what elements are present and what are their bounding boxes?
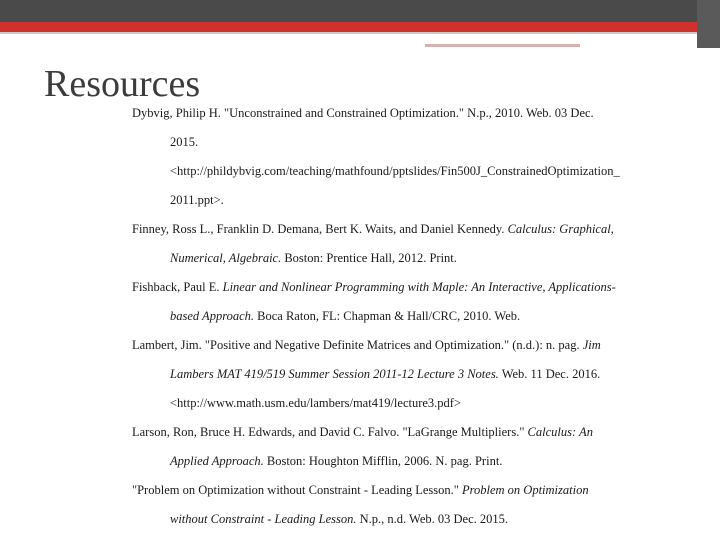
reference-italic-text: Numerical, Algebraic. [170,251,282,265]
reference-text: Finney, Ross L., Franklin D. Demana, Bert K. Waits, and Daniel Kennedy. [132,222,508,236]
reference-text: N.p., n.d. Web. 03 Dec. 2015. [356,512,509,526]
reference-text: Boca Raton, FL: Chapman & Hall/CRC, 2010. Web. [254,309,521,323]
reference-line [132,425,593,440]
decorative-stripe [425,44,580,47]
reference-italic-text: Linear and Nonlinear Programming with Maple: An Interactive, Applications- [222,280,616,294]
reference-line [170,396,461,411]
accent-divider [0,32,720,34]
reference-line [132,483,589,498]
reference-text: "Problem on Optimization without Constraint - Leading Lesson." [132,483,462,497]
reference-line [170,512,508,527]
reference-italic-text: Problem on Optimization [461,483,589,497]
reference-italic-text: based Approach. [170,309,255,323]
reference-line [170,454,502,469]
decorative-stripe [425,38,665,41]
reference-italic-text: Calculus: Graphical, [507,222,614,236]
reference-text: Fishback, Paul E. [132,280,223,294]
corner-panel [697,0,720,48]
top-accent-bar [0,22,720,32]
reference-text: Boston: Houghton Mifflin, 2006. N. pag. Print. [263,454,503,468]
reference-line [132,222,614,237]
reference-line [170,135,198,150]
reference-text: 2011.ppt>. [170,193,224,207]
reference-line [132,106,594,121]
slide-title: Resources [44,63,201,105]
reference-line [170,193,224,208]
reference-line [170,164,620,179]
reference-text: <http://www.math.usm.edu/lambers/mat419/lecture3.pdf> [170,396,462,410]
reference-text: Dybvig, Philip H. "Unconstrained and Constrained Optimization." N.p., 2010. Web. 03 Dec. [132,106,594,120]
reference-italic-text: Jim [582,338,601,352]
top-dark-bar [0,0,720,22]
reference-text: Web. 11 Dec. 2016. [498,367,601,381]
reference-text: Lambert, Jim. "Positive and Negative Definite Matrices and Optimization." (n.d.): n. pag. [132,338,583,352]
reference-line [132,280,616,295]
reference-italic-text: Calculus: An [527,425,593,439]
reference-line [132,338,601,353]
reference-line [170,309,520,324]
reference-text: 2015. [170,135,199,149]
reference-text: <http://phildybvig.com/teaching/mathfound/pptslides/Fin500J_ConstrainedOptimization_ [170,164,620,178]
reference-italic-text: Lambers MAT 419/519 Summer Session 2011-12 Lecture 3 Notes. [170,367,499,381]
reference-text: Larson, Ron, Bruce H. Edwards, and David C. Falvo. "LaGrange Multipliers." [132,425,528,439]
reference-italic-text: Applied Approach. [170,454,264,468]
reference-line [170,367,600,382]
reference-italic-text: without Constraint - Leading Lesson. [170,512,357,526]
reference-line [170,251,457,266]
reference-text: Boston: Prentice Hall, 2012. Print. [281,251,457,265]
